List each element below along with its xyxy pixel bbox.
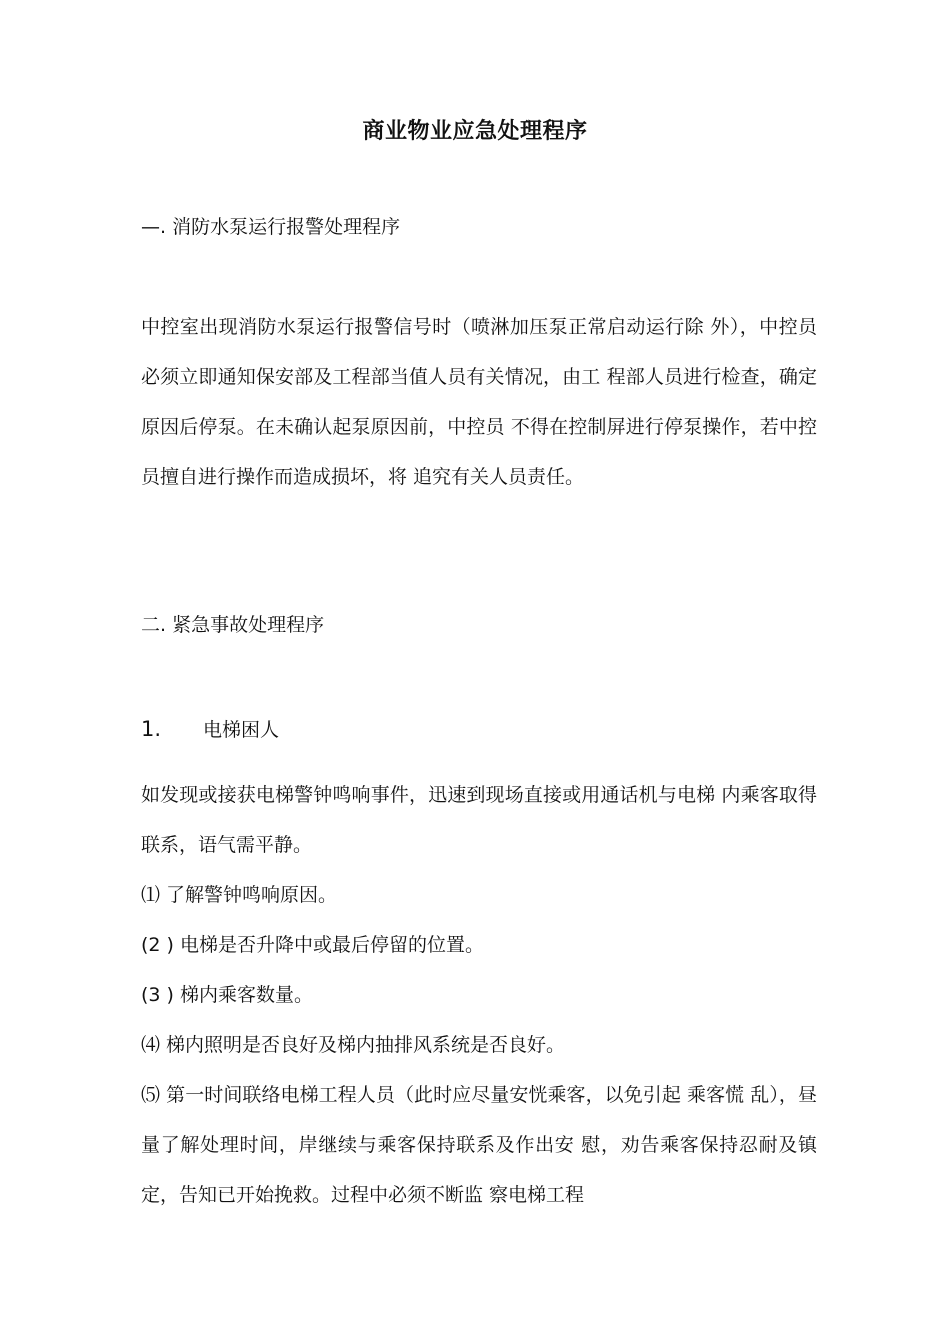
section-1-heading: —. 消防水泵运行报警处理程序 bbox=[141, 216, 401, 238]
section-1-paragraph: 中控室出现消防水泵运行报警信号时（喷淋加压泵正常启动运行除 外），中控员必须立即通知保安部及工程部当值人员有关情况，由工 程部人员进行检查，确定原因后停泵。在未确认起泵原因前，中控员 不得在控制屏进行停泵操作，若中控员擅自进行操作而造成损坏，将 追究有关人员责任。 bbox=[141, 316, 817, 488]
list-item-1: ⑴ 了解警钟鸣响原因。 bbox=[141, 884, 338, 906]
section-2-heading: 二. 紧急事故处理程序 bbox=[141, 614, 325, 636]
subsection-1-title: 电梯困人 bbox=[203, 719, 280, 741]
document-title: 商业物业应急处理程序 bbox=[362, 119, 588, 144]
subsection-1-intro: 如发现或接获电梯警钟鸣响事件，迅速到现场直接或用通话机与电梯 内乘客取得联系，语气需平静。 bbox=[141, 784, 817, 856]
list-item-2: (2 ) 电梯是否升降中或最后停留的位置。 bbox=[141, 934, 484, 956]
list-item-5: ⑸ 第一时间联络电梯工程人员（此时应尽量安恍乘客，以免引起 乘客慌 乱），昼量了解处理时间，岸继续与乘客保持联系及作出安 慰，劝告乘客保持忍耐及镇定，告知已开始挽救。过程中必须不断监 察电梯工程 bbox=[141, 1084, 817, 1206]
list-item-4: ⑷ 梯内照明是否良好及梯内抽排风系统是否良好。 bbox=[141, 1034, 566, 1056]
subsection-1-number: 1. bbox=[141, 717, 162, 741]
subsection-1-heading bbox=[141, 714, 279, 745]
list-item-3: (3 ) 梯内乘客数量。 bbox=[141, 984, 313, 1006]
